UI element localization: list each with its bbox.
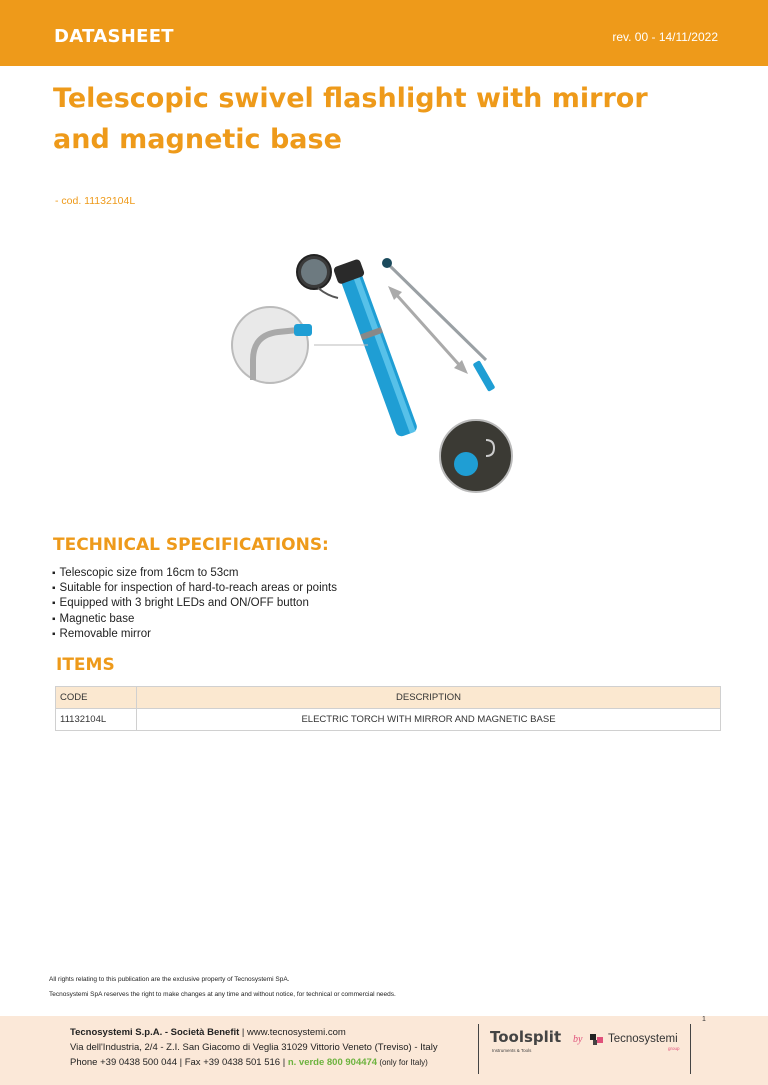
items-heading: ITEMS: [56, 655, 115, 675]
datasheet-label: DATASHEET: [54, 26, 174, 47]
tecnosystemi-wordmark: Tecnosystemi: [608, 1033, 678, 1045]
title-line-2: and magnetic base: [53, 124, 342, 155]
footer: [0, 1016, 768, 1085]
italy-note: (only for Italy): [377, 1058, 428, 1067]
product-code: - cod. 11132104L: [55, 195, 136, 207]
spec-item: ▪ Magnetic base: [52, 612, 337, 627]
legal-notice: [49, 972, 396, 1002]
company-address: [70, 1025, 438, 1070]
toolsplit-wordmark: Toolsplit: [490, 1028, 562, 1046]
page-title: [53, 78, 693, 160]
tecnosystemi-group: group: [668, 1046, 680, 1051]
website-link[interactable]: www.tecnosystemi.com: [247, 1027, 346, 1038]
revision-date: rev. 00 - 14/11/2022: [612, 30, 718, 44]
legal-line-2: Tecnosystemi SpA reserves the right to make changes at any time and without notice, for technical or commercial needs.: [49, 991, 396, 998]
tecnosystemi-mark-icon: [590, 1034, 604, 1046]
page-number: 1: [702, 1016, 706, 1023]
footer-divider: [478, 1024, 479, 1074]
item-code: 11132104L: [56, 709, 137, 731]
company-name: Tecnosystemi S.p.A. - Società Benefit: [70, 1027, 240, 1038]
by-label: by: [573, 1034, 583, 1045]
spec-item: ▪ Equipped with 3 bright LEDs and ON/OFF button: [52, 596, 337, 611]
toll-free-number: n. verde 800 904474: [287, 1057, 378, 1068]
separator: |: [239, 1027, 248, 1038]
spec-item: ▪ Suitable for inspection of hard-to-reach areas or points: [52, 581, 337, 596]
spec-item: ▪ Removable mirror: [52, 627, 337, 642]
product-image: [228, 250, 528, 500]
legal-line-1: All rights relating to this publication are the exclusive property of Tecnosystemi SpA.: [49, 976, 290, 983]
toolsplit-logo: [490, 1026, 570, 1062]
item-description: ELECTRIC TORCH WITH MIRROR AND MAGNETIC BASE: [137, 709, 721, 731]
title-line-1: Telescopic swivel flashlight with mirror: [53, 83, 648, 114]
column-header-description: DESCRIPTION: [137, 687, 721, 709]
specs-heading: TECHNICAL SPECIFICATIONS:: [53, 535, 329, 555]
items-table: [55, 686, 721, 731]
toolsplit-subtitle: Instruments & Tools: [492, 1048, 532, 1053]
phone-fax: Phone +39 0438 500 044 | Fax +39 0438 501 516 |: [70, 1057, 288, 1068]
column-header-code: CODE: [56, 687, 137, 709]
street-address: Via dell'Industria, 2/4 - Z.I. San Giacomo di Veglia 31029 Vittorio Veneto (Treviso) - Italy: [70, 1042, 438, 1053]
table-header-row: [56, 687, 721, 709]
spec-item: ▪ Telescopic size from 16cm to 53cm: [52, 566, 337, 581]
footer-divider: [690, 1024, 691, 1074]
table-row: [56, 709, 721, 731]
header-bar: [0, 0, 768, 66]
specs-list: [52, 566, 337, 642]
tecnosystemi-logo: [590, 1029, 685, 1059]
